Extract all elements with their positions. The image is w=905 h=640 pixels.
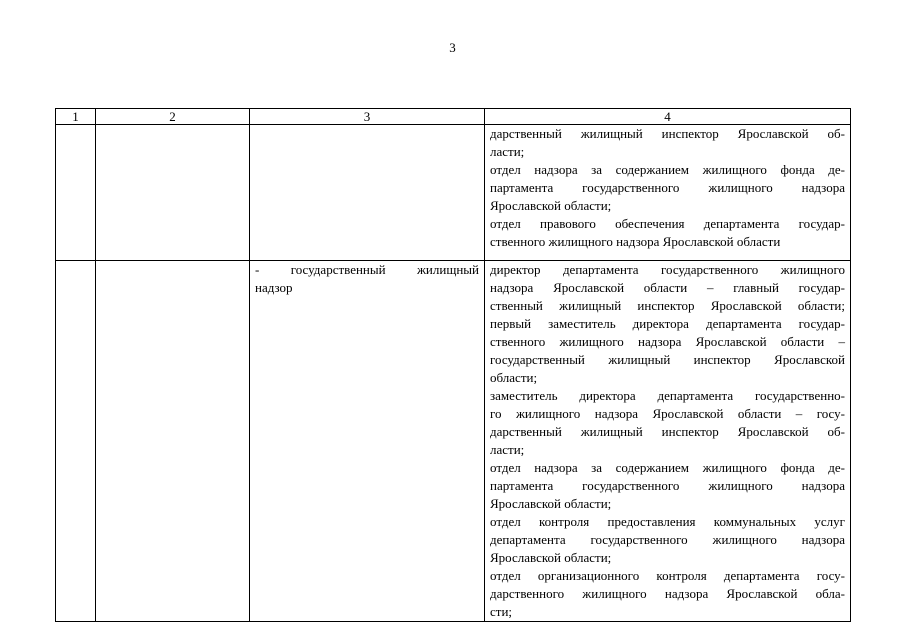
- document-table: [55, 108, 851, 622]
- table-header-row: [56, 109, 851, 125]
- cell-col-3: [250, 125, 485, 261]
- text-line: дарственного жилищного надзора Ярославской обла-: [490, 586, 845, 601]
- text-line: ственного жилищного надзора Ярославской области: [490, 234, 781, 249]
- text-line: департамента государственного жилищного надзора: [490, 532, 845, 547]
- text-line: Ярославской области;: [490, 496, 612, 511]
- text-line: заместитель директора департамента государственно-: [490, 388, 845, 403]
- text-line: отдел организационного контроля департамента госу-: [490, 568, 845, 583]
- text-line: го жилищного надзора Ярославской области – госу-: [490, 406, 845, 421]
- text-line: надзор: [255, 280, 293, 295]
- text-line: первый заместитель директора департамента государ-: [490, 316, 845, 331]
- text-line: ственного жилищного надзора Ярославской области –: [490, 334, 845, 349]
- text-line: области;: [490, 370, 538, 385]
- text-line: - государственный жилищный: [255, 262, 479, 277]
- text-line: партамента государственного жилищного надзора: [490, 180, 845, 195]
- text-line: ственный жилищный инспектор Ярославской области;: [490, 298, 845, 313]
- text-line: отдел правового обеспечения департамента государ-: [490, 216, 845, 231]
- cell-col-3: [250, 261, 485, 622]
- text-line: отдел контроля предоставления коммунальных услуг: [490, 514, 845, 529]
- text-line: ласти;: [490, 442, 525, 457]
- text-line: Ярославской области;: [490, 550, 612, 565]
- cell-col-2: [96, 261, 250, 622]
- cell-col-1: [56, 261, 96, 622]
- text-line: отдел надзора за содержанием жилищного фонда де-: [490, 162, 845, 177]
- text-line: дарственный жилищный инспектор Ярославской об-: [490, 424, 845, 439]
- table-row: [56, 261, 851, 622]
- text-line: дарственный жилищный инспектор Ярославской об-: [490, 126, 845, 141]
- text-line: директор департамента государственного жилищного: [490, 262, 845, 277]
- text-line: ласти;: [490, 144, 525, 159]
- header-col-2: 2: [96, 109, 250, 125]
- text-line: сти;: [490, 604, 513, 619]
- text-line: государственный жилищный инспектор Ярославской: [490, 352, 845, 367]
- cell-col-4: [485, 125, 851, 261]
- text-line: надзора Ярославской области – главный государ-: [490, 280, 845, 295]
- table-row: [56, 125, 851, 261]
- header-col-1: 1: [56, 109, 96, 125]
- header-col-4: 4: [485, 109, 851, 125]
- cell-col-2: [96, 125, 250, 261]
- cell-col-4: [485, 261, 851, 622]
- text-line: партамента государственного жилищного надзора: [490, 478, 845, 493]
- page-number: 3: [449, 40, 456, 55]
- text-line: отдел надзора за содержанием жилищного фонда де-: [490, 460, 845, 475]
- text-line: Ярославской области;: [490, 198, 612, 213]
- header-col-3: 3: [250, 109, 485, 125]
- cell-col-1: [56, 125, 96, 261]
